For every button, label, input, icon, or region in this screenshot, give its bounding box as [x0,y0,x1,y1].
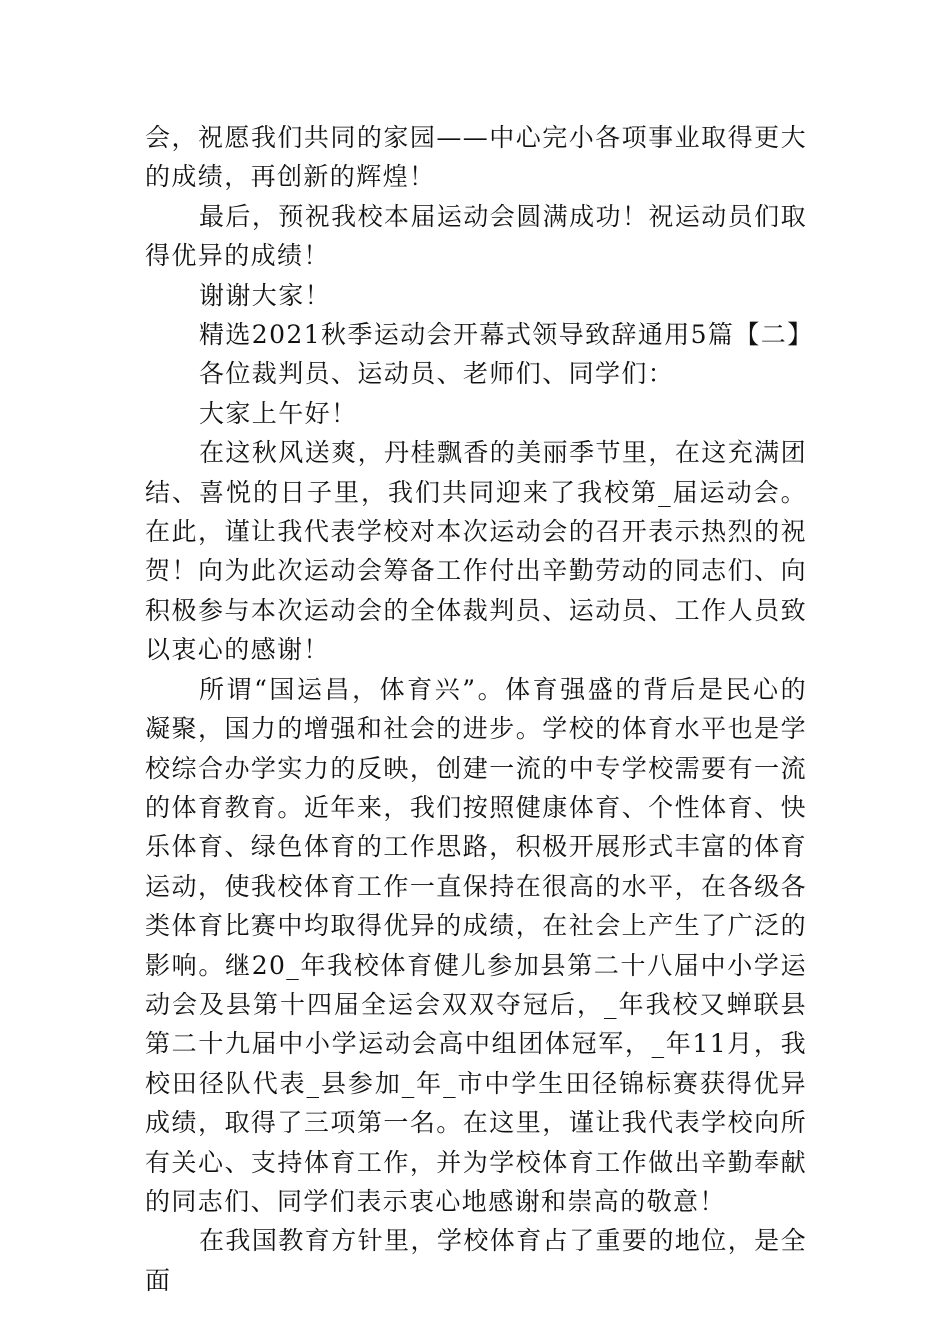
paragraph-final-wish: 最后，预祝我校本届运动会圆满成功！祝运动员们取得优异的成绩！ [145,201,807,271]
document-body [145,118,814,1300]
paragraph-education-policy: 在我国教育方针里，学校体育占了重要的地位，是全面 [145,1226,807,1295]
paragraph-opening: 在这秋风送爽，丹桂飘香的美丽季节里，在这充满团结、喜悦的日子里，我们共同迎来了我校第_届运动会。在此，谨让我代表学校对本次运动会的召开表示热烈的祝贺！向为此次运动会筹备工作付出辛勤劳动的同志们、向积极参与本次运动会的全体裁判员、运动员、工作人员致以衷心的感谢！ [145,438,807,665]
paragraph-closing-wish: 会，祝愿我们共同的家园——中心完小各项事业取得更大的成绩，再创新的辉煌！ [145,123,807,192]
paragraph-sports-achievements: 所谓“国运昌，体育兴”。体育强盛的背后是民心的凝聚，国力的增强和社会的进步。学校的体育水平也是学校综合办学实力的反映，创建一流的中专学校需要有一流的体育教育。近年来，我们按照健康体育、个性体育、快乐体育、绿色体育的工作思路，积极开展形式丰富的体育运动，使我校体育工作一直保持在很高的水平，在各级各类体育比赛中均取得优异的成绩，在社会上产生了广泛的影响。继20_年我校体育健儿参加县第二十八届中小学运动会及县第十四届全运会双双夺冠后，_年我校又蝉联县第二十九届中小学运动会高中组团体冠军，_年11月，我校田径队代表_县参加_年_市中学生田径锦标赛获得优异成绩，取得了三项第一名。在这里，谨让我代表学校向所有关心、支持体育工作，并为学校体育工作做出辛勤奉献的同志们、同学们表示衷心地感谢和崇高的敬意！ [145,674,807,1216]
paragraph-thanks: 谢谢大家！ [199,280,332,310]
paragraph-greeting: 大家上午好！ [199,398,358,428]
section-heading: 精选2021秋季运动会开幕式领导致辞通用5篇【二】 [199,320,814,350]
paragraph-salutation: 各位裁判员、运动员、老师们、同学们： [199,359,675,389]
